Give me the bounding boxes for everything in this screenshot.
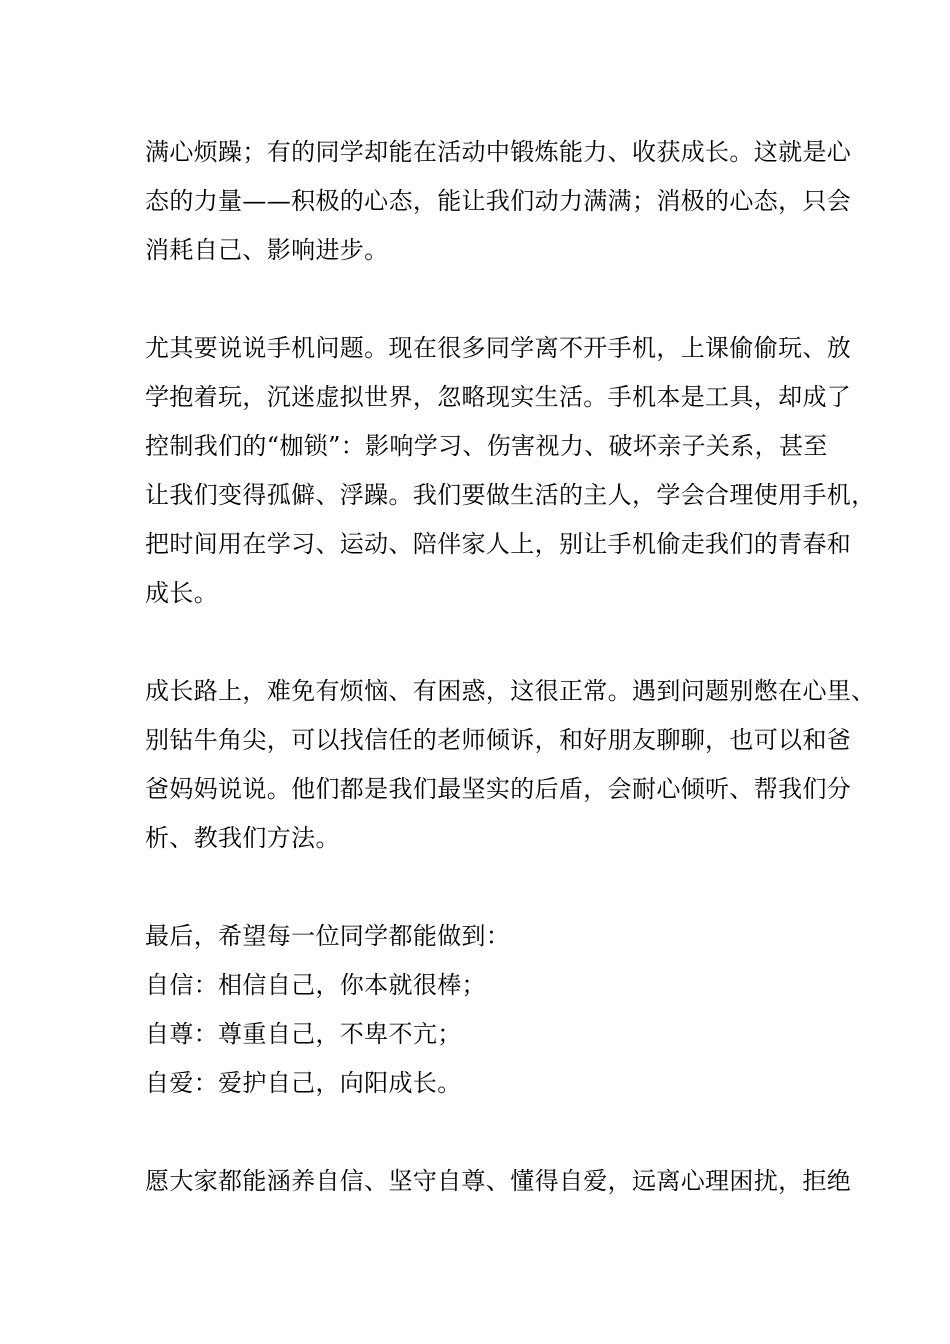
text-line: 别钻牛角尖，可以找信任的老师倾诉，和好朋友聊聊，也可以和爸 <box>145 726 852 754</box>
document-body <box>145 128 876 1255</box>
list-item-confidence: 自信：相信自己，你本就很棒； <box>145 971 486 999</box>
text-line: 消耗自己、影响进步。 <box>145 236 389 264</box>
text-line: 愿大家都能涵养自信、坚守自尊、懂得自爱，远离心理困扰，拒绝 <box>145 1167 852 1195</box>
paragraph-mindset <box>145 128 852 275</box>
text-line: 最后，希望每一位同学都能做到： <box>145 922 511 950</box>
text-line: 爸妈妈说说。他们都是我们最坚实的后盾，会耐心倾听、帮我们分 <box>145 775 852 803</box>
text-line: 让我们变得孤僻、浮躁。我们要做生活的主人，学会合理使用手机， <box>145 481 876 509</box>
paragraph-wishes <box>145 912 835 1108</box>
text-line: 控制我们的“枷锁”：影响学习、伤害视力、破坏亲子关系，甚至 <box>145 432 828 460</box>
list-item-self-love: 自爱：爱护自己，向阳成长。 <box>145 1069 462 1097</box>
paragraph-phone <box>145 324 876 618</box>
text-line: 尤其要说说手机问题。现在很多同学离不开手机，上课偷偷玩、放 <box>145 334 852 362</box>
list-item-self-respect: 自尊：尊重自己，不卑不亢； <box>145 1020 462 1048</box>
paragraph-troubles <box>145 667 876 863</box>
text-line: 成长。 <box>145 579 219 607</box>
text-line: 析、教我们方法。 <box>145 824 340 852</box>
paragraph-closing <box>145 1157 852 1206</box>
text-line: 满心烦躁；有的同学却能在活动中锻炼能力、收获成长。这就是心 <box>145 138 852 166</box>
text-line: 学抱着玩，沉迷虚拟世界，忽略现实生活。手机本是工具，却成了 <box>145 383 852 411</box>
text-line: 态的力量——积极的心态，能让我们动力满满；消极的心态，只会 <box>145 187 852 215</box>
text-line: 把时间用在学习、运动、陪伴家人上，别让手机偷走我们的青春和 <box>145 530 852 558</box>
text-line: 成长路上，难免有烦恼、有困惑，这很正常。遇到问题别憋在心里、 <box>145 677 876 705</box>
